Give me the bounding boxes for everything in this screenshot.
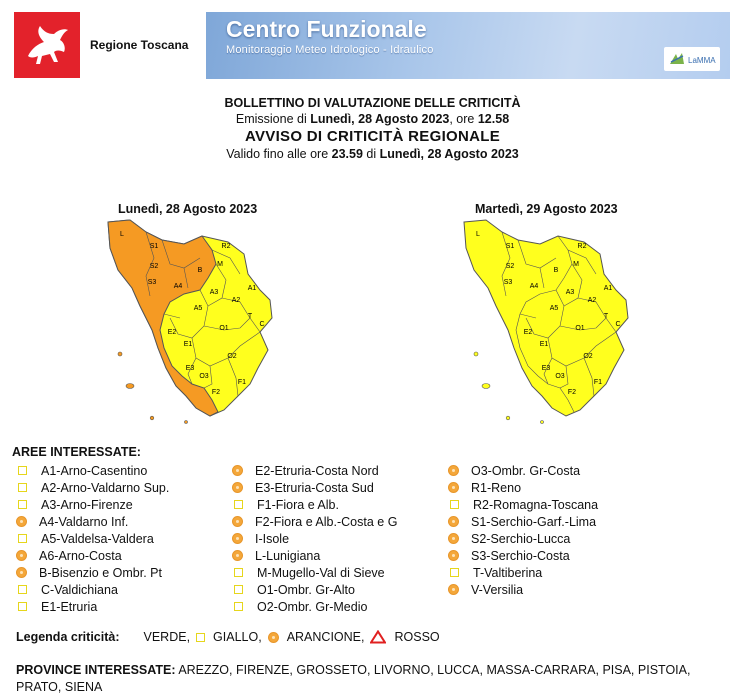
area-label: R1-Reno xyxy=(471,480,522,495)
map-title-day1: Lunedì, 28 Agosto 2023 xyxy=(118,202,258,216)
provinces-label: PROVINCE INTERESSATE: xyxy=(16,663,176,677)
svg-text:T: T xyxy=(247,313,253,320)
area-label: A5-Valdelsa-Valdera xyxy=(41,531,154,546)
orange-circle-icon xyxy=(448,465,459,476)
yellow-square-icon xyxy=(18,534,27,543)
svg-text:B: B xyxy=(197,267,203,274)
orange-circle-icon xyxy=(16,567,27,578)
banner-subtitle: Monitoraggio Meteo Idrologico - Idraulico xyxy=(226,44,434,56)
yellow-square-icon xyxy=(234,585,243,594)
area-item xyxy=(16,564,169,581)
yellow-square-icon xyxy=(234,500,243,509)
svg-text:A2: A2 xyxy=(587,297,597,304)
lamma-text: LaMMA xyxy=(688,56,716,65)
lamma-icon xyxy=(668,50,686,68)
area-item xyxy=(232,462,397,479)
svg-text:A5: A5 xyxy=(193,305,203,312)
centro-funzionale-banner xyxy=(206,12,730,79)
area-label: S2-Serchio-Lucca xyxy=(471,531,571,546)
banner-title: Centro Funzionale xyxy=(226,16,427,42)
svg-text:F2: F2 xyxy=(211,389,221,396)
area-item xyxy=(448,564,598,581)
svg-text:O3: O3 xyxy=(555,373,565,380)
yellow-square-icon xyxy=(18,466,27,475)
svg-text:E2: E2 xyxy=(523,329,533,336)
svg-text:A2: A2 xyxy=(231,297,241,304)
svg-text:E1: E1 xyxy=(539,341,549,348)
area-label: S1-Serchio-Garf.-Lima xyxy=(471,514,597,529)
svg-text:S2: S2 xyxy=(149,263,159,270)
area-label: E1-Etruria xyxy=(41,599,98,614)
area-label: T-Valtiberina xyxy=(473,565,543,580)
area-item xyxy=(232,564,397,581)
svg-text:F1: F1 xyxy=(237,379,247,386)
svg-text:L: L xyxy=(120,231,124,238)
area-label: M-Mugello-Val di Sieve xyxy=(257,565,385,580)
svg-text:A3: A3 xyxy=(565,289,575,296)
area-label: A2-Arno-Valdarno Sup. xyxy=(41,480,170,495)
area-label: E3-Etruria-Costa Sud xyxy=(255,480,374,495)
area-item xyxy=(16,462,169,479)
orange-circle-icon xyxy=(448,584,459,595)
area-item xyxy=(16,598,169,615)
area-label: S3-Serchio-Costa xyxy=(471,548,570,563)
yellow-square-icon xyxy=(196,633,205,642)
legend-rosso: ROSSO xyxy=(394,630,440,644)
legend-giallo: GIALLO, xyxy=(213,630,279,644)
yellow-square-icon xyxy=(18,500,27,509)
svg-text:O1: O1 xyxy=(219,325,229,332)
svg-text:A5: A5 xyxy=(549,305,559,312)
area-label: F1-Fiora e Alb. xyxy=(257,497,339,512)
area-item xyxy=(16,479,169,496)
notice-title: AVVISO DI CRITICITÀ REGIONALE xyxy=(244,128,501,145)
regione-toscana-logo xyxy=(14,12,80,78)
areas-column-3 xyxy=(448,462,598,598)
svg-text:C: C xyxy=(259,321,265,328)
area-item xyxy=(232,598,397,615)
legend-verde: VERDE, xyxy=(144,630,206,644)
orange-circle-icon xyxy=(232,465,243,476)
area-item xyxy=(232,479,397,496)
orange-circle-icon xyxy=(232,482,243,493)
legend xyxy=(16,630,448,644)
area-item xyxy=(232,530,397,547)
orange-circle-icon xyxy=(16,516,27,527)
area-label: E2-Etruria-Costa Nord xyxy=(255,463,379,478)
alert-map-day1 xyxy=(100,218,290,428)
area-label: O1-Ombr. Gr-Alto xyxy=(257,582,355,597)
svg-text:A3: A3 xyxy=(209,289,219,296)
area-item xyxy=(232,581,397,598)
orange-circle-icon xyxy=(448,550,459,561)
svg-text:E2: E2 xyxy=(167,329,177,336)
svg-text:B: B xyxy=(553,267,559,274)
yellow-square-icon xyxy=(234,602,243,611)
svg-text:O1: O1 xyxy=(575,325,585,332)
orange-circle-icon xyxy=(268,632,279,643)
area-item xyxy=(448,496,598,513)
area-label: F2-Fiora e Alb.-Costa e G xyxy=(255,514,398,529)
svg-text:E3: E3 xyxy=(541,365,551,372)
yellow-square-icon xyxy=(18,483,27,492)
svg-text:O3: O3 xyxy=(199,373,209,380)
area-label: V-Versilia xyxy=(471,582,524,597)
svg-text:M: M xyxy=(217,261,223,268)
yellow-square-icon xyxy=(18,585,27,594)
area-label: R2-Romagna-Toscana xyxy=(473,497,599,512)
yellow-square-icon xyxy=(18,602,27,611)
svg-text:O2: O2 xyxy=(227,353,237,360)
orange-circle-icon xyxy=(16,550,27,561)
orange-circle-icon xyxy=(232,533,243,544)
svg-text:F1: F1 xyxy=(593,379,603,386)
area-label: I-Isole xyxy=(255,531,290,546)
area-item xyxy=(16,513,169,530)
map-title-day2: Martedì, 29 Agosto 2023 xyxy=(475,202,618,216)
area-label: L-Lunigiana xyxy=(255,548,321,563)
orange-circle-icon xyxy=(448,516,459,527)
yellow-square-icon xyxy=(450,568,459,577)
area-label: O3-Ombr. Gr-Costa xyxy=(471,463,581,478)
area-item xyxy=(448,581,598,598)
areas-title: AREE INTERESSATE: xyxy=(12,445,141,459)
bulletin-heading xyxy=(0,96,745,162)
valid-line: Valido fino alle ore 23.59 di Lunedì, 28 Agosto 2023 xyxy=(226,147,519,161)
orange-circle-icon xyxy=(448,482,459,493)
area-item xyxy=(232,547,397,564)
orange-circle-icon xyxy=(448,533,459,544)
area-item xyxy=(448,462,598,479)
area-item xyxy=(16,496,169,513)
yellow-square-icon xyxy=(450,500,459,509)
provinces xyxy=(16,662,716,696)
svg-text:A4: A4 xyxy=(173,283,183,290)
legend-arancione: ARANCIONE, xyxy=(287,630,387,644)
emission-line: Emissione di Lunedì, 28 Agosto 2023, ore 12.58 xyxy=(235,112,510,126)
pegasus-icon xyxy=(14,12,80,78)
svg-text:C: C xyxy=(615,321,621,328)
area-item xyxy=(448,513,598,530)
svg-text:T: T xyxy=(603,313,609,320)
svg-text:A1: A1 xyxy=(247,285,257,292)
svg-text:A1: A1 xyxy=(603,285,613,292)
area-label: O2-Ombr. Gr-Medio xyxy=(257,599,368,614)
svg-text:E1: E1 xyxy=(183,341,193,348)
areas-column-1 xyxy=(16,462,169,615)
svg-text:E3: E3 xyxy=(185,365,195,372)
svg-text:A4: A4 xyxy=(529,283,539,290)
area-item xyxy=(16,581,169,598)
area-label: B-Bisenzio e Ombr. Pt xyxy=(39,565,162,580)
yellow-square-icon xyxy=(234,568,243,577)
svg-text:S1: S1 xyxy=(505,243,515,250)
area-item xyxy=(232,496,397,513)
area-label: A3-Arno-Firenze xyxy=(41,497,133,512)
svg-text:S3: S3 xyxy=(503,279,513,286)
svg-text:M: M xyxy=(573,261,579,268)
svg-text:O2: O2 xyxy=(583,353,593,360)
svg-text:S2: S2 xyxy=(505,263,515,270)
orange-circle-icon xyxy=(232,516,243,527)
area-item xyxy=(448,530,598,547)
area-item xyxy=(232,513,397,530)
svg-text:R2: R2 xyxy=(221,243,231,250)
alert-map-day2 xyxy=(456,218,646,428)
area-item xyxy=(448,547,598,564)
svg-text:L: L xyxy=(476,231,480,238)
svg-text:R2: R2 xyxy=(577,243,587,250)
area-label: C-Valdichiana xyxy=(41,582,118,597)
legend-title: Legenda criticità: xyxy=(16,630,120,644)
area-item xyxy=(448,479,598,496)
orange-circle-icon xyxy=(232,550,243,561)
area-item xyxy=(16,530,169,547)
bulletin-title: BOLLETTINO DI VALUTAZIONE DELLE CRITICITÀ xyxy=(224,96,521,110)
svg-text:F2: F2 xyxy=(567,389,577,396)
area-label: A1-Arno-Casentino xyxy=(41,463,148,478)
areas-column-2 xyxy=(232,462,397,615)
area-label: A6-Arno-Costa xyxy=(39,548,122,563)
region-name: Regione Toscana xyxy=(90,38,189,52)
red-triangle-icon xyxy=(370,630,386,644)
provinces-list: AREZZO, FIRENZE, GROSSETO, LIVORNO, LUCCA, MASSA-CARRARA, PISA, PISTOIA, PRATO, SIENA xyxy=(16,663,691,694)
lamma-logo xyxy=(664,47,720,71)
area-item xyxy=(16,547,169,564)
area-label: A4-Valdarno Inf. xyxy=(39,514,129,529)
svg-text:S1: S1 xyxy=(149,243,159,250)
svg-text:S3: S3 xyxy=(147,279,157,286)
